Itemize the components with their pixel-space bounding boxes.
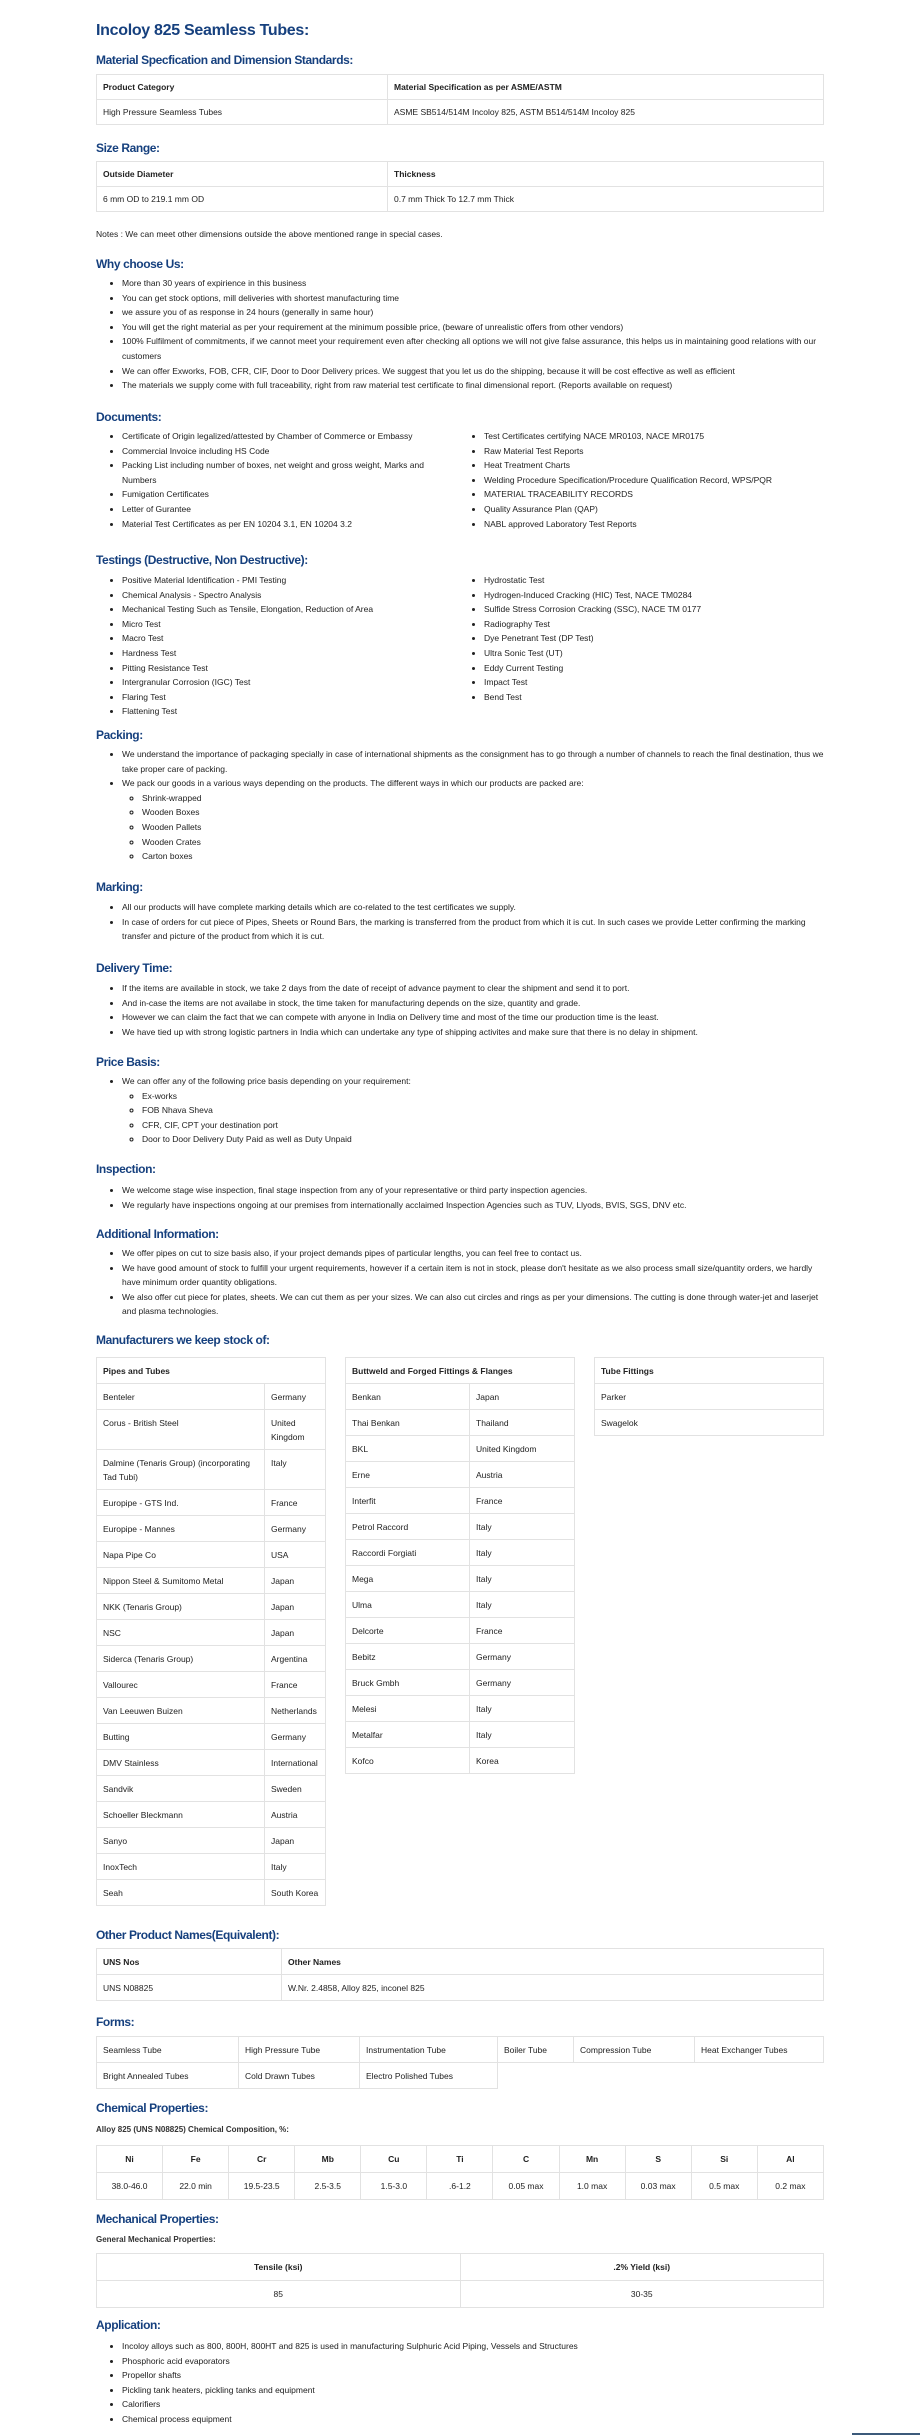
manufacturer-country: Germany [265, 1384, 326, 1410]
manufacturer-name: Kofco [346, 1748, 470, 1774]
table-row [97, 1568, 326, 1594]
list-item: • If the items are available in stock, we take 2 days from the date of receipt of advance payment to clear the shipment and send it to port. [122, 981, 824, 996]
manufacturer-name: Van Leeuwen Buizen [97, 1698, 265, 1724]
list-item: • Chemical Analysis - Spectro Analysis [122, 588, 458, 603]
table-row [97, 1646, 326, 1672]
table-row [346, 1488, 575, 1514]
element-value: 38.0-46.0 [97, 2173, 163, 2200]
manufacturer-name: Vallourec [97, 1672, 265, 1698]
inspection-list [96, 1183, 824, 1212]
table-header: Buttweld and Forged Fittings & Flanges [346, 1358, 575, 1384]
table-row [97, 1776, 326, 1802]
list-item: • We can offer Exworks, FOB, CFR, CIF, Door to Door Delivery prices. We suggest that you let us do the shipping, because it will be cost effective as well as efficient [122, 364, 824, 379]
testings-heading: Testings (Destructive, Non Destructive): [96, 553, 308, 567]
pipes-tubes-rows [97, 1384, 326, 1906]
list-item [122, 1074, 824, 1147]
table-header: Tube Fittings [595, 1358, 824, 1384]
table-header: Pipes and Tubes [97, 1358, 326, 1384]
list-item: • we assure you of as response in 24 hours (generally in same hour) [122, 305, 824, 320]
other-names-table [96, 1948, 824, 2001]
list-item-text: We pack our goods in a various ways depending on the products. The different ways in which our products are packed are: [122, 778, 584, 789]
manufacturer-country: Japan [265, 1828, 326, 1854]
list-item: • Calorifiers [122, 2397, 824, 2412]
manufacturer-name: Siderca (Tenaris Group) [97, 1646, 265, 1672]
manufacturer-country: Japan [265, 1594, 326, 1620]
list-item: • Bend Test [484, 690, 824, 705]
table-row [97, 1828, 326, 1854]
list-item: • We regularly have inspections ongoing at our premises from internationally acclaimed Inspection Agencies such as TUV, Llyods, BVIS, SGS, DNV etc. [122, 1198, 824, 1213]
manufacturer-name: Delcorte [346, 1618, 470, 1644]
list-item: • We also offer cut piece for plates, sheets. We can cut them as per your sizes. We can also cut circles and rings as per your dimensions. The cutting is done through water-jet and laserjet and plasma technologies. [122, 1290, 824, 1319]
table-row [346, 1748, 575, 1774]
tube-fittings-table [594, 1357, 824, 1436]
element-header: Fe [163, 2146, 229, 2173]
element-value: 22.0 min [163, 2173, 229, 2200]
manufacturer-country: Italy [470, 1592, 575, 1618]
manufacturer-name: Europipe - Mannes [97, 1516, 265, 1542]
element-header: Ni [97, 2146, 163, 2173]
packing-list [96, 747, 824, 864]
list-item: • Hydrostatic Test [484, 573, 824, 588]
manufacturer-country: Italy [470, 1696, 575, 1722]
table-header: .2% Yield (ksi) [460, 2254, 824, 2281]
list-item [122, 776, 824, 864]
size-note: Notes : We can meet other dimensions outside the above mentioned range in special cases. [96, 229, 443, 239]
table-cell: Parker [595, 1384, 824, 1410]
why-choose-heading: Why choose Us: [96, 257, 184, 271]
list-item: • More than 30 years of expirience in this business [122, 276, 824, 291]
manufacturer-country: France [265, 1490, 326, 1516]
element-header: Cr [229, 2146, 295, 2173]
size-range-table [96, 161, 824, 212]
manufacturer-name: Sanyo [97, 1828, 265, 1854]
chemical-table [96, 2145, 824, 2200]
list-item: • Intergranular Corrosion (IGC) Test [122, 675, 458, 690]
forms-table [96, 2036, 824, 2089]
marking-heading: Marking: [96, 880, 143, 894]
additional-info-list [96, 1246, 824, 1319]
manufacturer-name: InoxTech [97, 1854, 265, 1880]
table-cell: 30-35 [460, 2281, 824, 2308]
manufacturer-country: Japan [265, 1568, 326, 1594]
list-item: • MATERIAL TRACEABILITY RECORDS [484, 487, 824, 502]
manufacturer-name: Seah [97, 1880, 265, 1906]
element-value: .6-1.2 [427, 2173, 493, 2200]
element-header: S [625, 2146, 691, 2173]
list-item: • Sulfide Stress Corrosion Cracking (SSC), NACE TM 0177 [484, 602, 824, 617]
element-value: 0.2 max [757, 2173, 823, 2200]
packing-heading: Packing: [96, 728, 143, 742]
table-row [97, 1384, 326, 1410]
table-header: Material Specification as per ASME/ASTM [388, 75, 824, 100]
element-value: 2.5-3.5 [295, 2173, 361, 2200]
pipes-tubes-table [96, 1357, 326, 1906]
manufacturer-name: Sandvik [97, 1776, 265, 1802]
table-row [97, 1802, 326, 1828]
list-item: • Phosphoric acid evaporators [122, 2354, 824, 2369]
element-header: Cu [361, 2146, 427, 2173]
manufacturer-name: Ulma [346, 1592, 470, 1618]
list-item: • Packing List including number of boxes, net weight and gross weight, Marks and Numbers [122, 458, 458, 487]
manufacturer-country: Japan [470, 1384, 575, 1410]
table-row [97, 1542, 326, 1568]
manufacturer-name: Bruck Gmbh [346, 1670, 470, 1696]
table-header: UNS Nos [97, 1949, 282, 1975]
packing-sublist [122, 791, 824, 864]
manufacturer-country: France [265, 1672, 326, 1698]
list-item: • Pickling tank heaters, pickling tanks and equipment [122, 2383, 824, 2398]
table-row [97, 1698, 326, 1724]
table-row [346, 1670, 575, 1696]
list-item: • We have tied up with strong logistic partners in India which can undertake any type of shipping activites and make sure that there is no delay in shipment. [122, 1025, 824, 1040]
manufacturer-country: Germany [470, 1670, 575, 1696]
other-names-heading: Other Product Names(Equivalent): [96, 1928, 280, 1942]
manufacturer-country: Sweden [265, 1776, 326, 1802]
manufacturer-country: South Korea [265, 1880, 326, 1906]
list-item: • We welcome stage wise inspection, final stage inspection from any of your representative or third party inspection agencies. [122, 1183, 824, 1198]
list-item: • Radiography Test [484, 617, 824, 632]
manufacturer-name: Napa Pipe Co [97, 1542, 265, 1568]
table-row [346, 1540, 575, 1566]
list-item: • We have good amount of stock to fulfill your urgent requirements, however if a certain item is not in stock, please don't hesitate as we also process small size/quantity orders, we hardly have minimum order quantity obligations. [122, 1261, 824, 1290]
list-item: • However we can claim the fact that we can compete with anyone in India on Delivery time and most of the time our production time is the least. [122, 1010, 824, 1025]
manufacturer-country: Argentina [265, 1646, 326, 1672]
sub-list-item: ◦ Shrink-wrapped [142, 791, 824, 806]
list-item: • Quality Assurance Plan (QAP) [484, 502, 824, 517]
list-item: • Letter of Gurantee [122, 502, 458, 517]
sub-list-item: ◦ Wooden Pallets [142, 820, 824, 835]
list-item: • Micro Test [122, 617, 458, 632]
element-value: 19.5-23.5 [229, 2173, 295, 2200]
manufacturer-name: Nippon Steel & Sumitomo Metal [97, 1568, 265, 1594]
list-item: • We understand the importance of packaging specially in case of international shipments as the consignment has to go through a number of channels to reach the final destination, thus we take proper care of packing. [122, 747, 824, 776]
element-value: 0.03 max [625, 2173, 691, 2200]
mechanical-heading: Mechanical Properties: [96, 2212, 219, 2226]
manufacturer-country: Germany [470, 1644, 575, 1670]
documents-list-right [458, 429, 824, 531]
documents-heading: Documents: [96, 410, 162, 424]
table-cell: W.Nr. 2.4858, Alloy 825, inconel 825 [282, 1975, 824, 2001]
table-row [346, 1514, 575, 1540]
table-row [97, 1724, 326, 1750]
manufacturer-country: United Kingdom [470, 1436, 575, 1462]
manufacturer-name: Corus - British Steel [97, 1410, 265, 1450]
table-row [97, 1594, 326, 1620]
sub-list-item: ◦ Door to Door Delivery Duty Paid as well as Duty Unpaid [142, 1132, 824, 1147]
price-basis-list [96, 1074, 824, 1147]
table-row [97, 1880, 326, 1906]
table-row [97, 1516, 326, 1542]
table-row [97, 1854, 326, 1880]
table-row [97, 1450, 326, 1490]
inspection-heading: Inspection: [96, 1162, 156, 1176]
table-row [97, 1750, 326, 1776]
table-row [97, 1620, 326, 1646]
table-row [346, 1644, 575, 1670]
list-item: • Welding Procedure Specification/Procedure Qualification Record, WPS/PQR [484, 473, 824, 488]
form-cell: Seamless Tube [97, 2037, 239, 2063]
manufacturer-name: BKL [346, 1436, 470, 1462]
list-item: • Incoloy alloys such as 800, 800H, 800HT and 825 is used in manufacturing Sulphuric Acid Piping, Vessels and Structures [122, 2339, 824, 2354]
testings-list-right [458, 573, 824, 719]
list-item: • Impact Test [484, 675, 824, 690]
list-item: • Test Certificates certifying NACE MR0103, NACE MR0175 [484, 429, 824, 444]
manufacturer-country: Austria [265, 1802, 326, 1828]
table-cell: 0.7 mm Thick To 12.7 mm Thick [388, 187, 824, 212]
sub-list-item: ◦ FOB Nhava Sheva [142, 1103, 824, 1118]
manufacturer-name: Melesi [346, 1696, 470, 1722]
element-header: Si [691, 2146, 757, 2173]
manufacturer-name: Interfit [346, 1488, 470, 1514]
table-row [346, 1592, 575, 1618]
element-value: 0.05 max [493, 2173, 559, 2200]
manufacturer-name: Metalfar [346, 1722, 470, 1748]
fittings-flanges-rows [346, 1384, 575, 1774]
table-row [346, 1722, 575, 1748]
application-heading: Application: [96, 2318, 161, 2332]
list-item: • We offer pipes on cut to size basis also, if your project demands pipes of particular lengths, you can feel free to contact us. [122, 1246, 824, 1261]
element-header: Al [757, 2146, 823, 2173]
page-title: Incoloy 825 Seamless Tubes: [96, 22, 310, 39]
table-header: Product Category [97, 75, 388, 100]
manufacturer-name: NKK (Tenaris Group) [97, 1594, 265, 1620]
manufacturer-name: Benteler [97, 1384, 265, 1410]
list-item: • You can get stock options, mill deliveries with shortest manufacturing time [122, 291, 824, 306]
list-item: • Raw Material Test Reports [484, 444, 824, 459]
table-row [346, 1436, 575, 1462]
manufacturer-country: Netherlands [265, 1698, 326, 1724]
list-item: • Mechanical Testing Such as Tensile, Elongation, Reduction of Area [122, 602, 458, 617]
form-cell-empty [695, 2063, 824, 2089]
list-item: • All our products will have complete marking details which are co-related to the test certificates we supply. [122, 900, 824, 915]
list-item: • Chemical process equipment [122, 2412, 824, 2427]
manufacturers-heading: Manufacturers we keep stock of: [96, 1333, 270, 1347]
table-row [346, 1384, 575, 1410]
manufacturer-country: Italy [265, 1854, 326, 1880]
mechanical-table [96, 2253, 824, 2308]
list-item: • NABL approved Laboratory Test Reports [484, 517, 824, 532]
sub-list-item: ◦ CFR, CIF, CPT your destination port [142, 1118, 824, 1133]
form-cell: Electro Polished Tubes [360, 2063, 498, 2089]
why-choose-list [96, 276, 824, 393]
manufacturer-country: International [265, 1750, 326, 1776]
table-row [346, 1462, 575, 1488]
manufacturer-name: Europipe - GTS Ind. [97, 1490, 265, 1516]
table-cell: 6 mm OD to 219.1 mm OD [97, 187, 388, 212]
list-item: • Material Test Certificates as per EN 10204 3.1, EN 10204 3.2 [122, 517, 458, 532]
form-cell: Compression Tube [574, 2037, 695, 2063]
sub-list-item: ◦ Wooden Boxes [142, 805, 824, 820]
manufacturer-country: Germany [265, 1724, 326, 1750]
table-header: Thickness [388, 162, 824, 187]
table-row [346, 1618, 575, 1644]
list-item: • Hydrogen-Induced Cracking (HIC) Test, NACE TM0284 [484, 588, 824, 603]
list-item: • In case of orders for cut piece of Pipes, Sheets or Round Bars, the marking is transferred from the product from which it is cut. In such cases we provide Letter confirming the marking transfer and picture of the product from which it is cut. [122, 915, 824, 944]
additional-info-heading: Additional Information: [96, 1227, 219, 1241]
list-item: • Propellor shafts [122, 2368, 824, 2383]
table-cell: UNS N08825 [97, 1975, 282, 2001]
sub-list-item: ◦ Ex-works [142, 1089, 824, 1104]
manufacturer-name: Bebitz [346, 1644, 470, 1670]
sub-list-item: ◦ Wooden Crates [142, 835, 824, 850]
testings-columns [96, 573, 824, 719]
table-cell: 85 [97, 2281, 461, 2308]
manufacturer-name: Mega [346, 1566, 470, 1592]
manufacturer-country: Austria [470, 1462, 575, 1488]
manufacturer-country: Italy [265, 1450, 326, 1490]
list-item: • You will get the right material as per your requirement at the minimum possible price, (beware of unrealistic offers from other vendors) [122, 320, 824, 335]
manufacturer-country: Germany [265, 1516, 326, 1542]
form-cell: Boiler Tube [498, 2037, 574, 2063]
list-item: • And in-case the items are not availabe in stock, the time taken for manufacturing depends on the size, quantity and grade. [122, 996, 824, 1011]
form-cell-empty [574, 2063, 695, 2089]
manufacturer-country: Italy [470, 1566, 575, 1592]
chemical-subtitle: Alloy 825 (UNS N08825) Chemical Composition, %: [96, 2125, 289, 2134]
material-spec-heading: Material Specfication and Dimension Standards: [96, 53, 353, 67]
manufacturer-name: NSC [97, 1620, 265, 1646]
price-basis-heading: Price Basis: [96, 1055, 160, 1069]
manufacturer-name: Schoeller Bleckmann [97, 1802, 265, 1828]
price-basis-sublist [122, 1089, 824, 1147]
table-row [97, 1490, 326, 1516]
material-spec-table [96, 74, 824, 125]
chemical-heading: Chemical Properties: [96, 2101, 209, 2115]
table-cell: Swagelok [595, 1410, 824, 1436]
manufacturer-country: Italy [470, 1540, 575, 1566]
list-item: • The materials we supply come with full traceability, right from raw material test certificate to final dimensional report. (Reports available on request) [122, 378, 824, 393]
list-item: • Ultra Sonic Test (UT) [484, 646, 824, 661]
form-cell: Heat Exchanger Tubes [695, 2037, 824, 2063]
manufacturer-country: France [470, 1618, 575, 1644]
manufacturer-name: Raccordi Forgiati [346, 1540, 470, 1566]
form-cell: Bright Annealed Tubes [97, 2063, 239, 2089]
element-value: 1.0 max [559, 2173, 625, 2200]
manufacturer-name: Erne [346, 1462, 470, 1488]
list-item: • Eddy Current Testing [484, 661, 824, 676]
table-header: Outside Diameter [97, 162, 388, 187]
manufacturer-name: Butting [97, 1724, 265, 1750]
size-range-heading: Size Range: [96, 141, 160, 155]
manufacturer-country: Italy [470, 1722, 575, 1748]
list-item: • Hardness Test [122, 646, 458, 661]
table-cell: ASME SB514/514M Incoloy 825, ASTM B514/514M Incoloy 825 [388, 100, 824, 125]
form-cell: Instrumentation Tube [360, 2037, 498, 2063]
list-item: • Heat Treatment Charts [484, 458, 824, 473]
manufacturer-country: France [470, 1488, 575, 1514]
manufacturer-name: Dalmine (Tenaris Group) (incorporating Tad Tubi) [97, 1450, 265, 1490]
manufacturer-name: DMV Stainless [97, 1750, 265, 1776]
element-header: Ti [427, 2146, 493, 2173]
table-header: Tensile (ksi) [97, 2254, 461, 2281]
list-item: • Dye Penetrant Test (DP Test) [484, 631, 824, 646]
list-item-text: We can offer any of the following price basis depending on your requirement: [122, 1076, 411, 1086]
marking-list [96, 900, 824, 944]
element-value: 0.5 max [691, 2173, 757, 2200]
fittings-flanges-table [345, 1357, 575, 1774]
form-cell: Cold Drawn Tubes [239, 2063, 360, 2089]
forms-heading: Forms: [96, 2015, 135, 2029]
manufacturer-country: Italy [470, 1514, 575, 1540]
delivery-list [96, 981, 824, 1039]
manufacturer-country: Korea [470, 1748, 575, 1774]
table-row [346, 1410, 575, 1436]
list-item: • Positive Material Identification - PMI Testing [122, 573, 458, 588]
list-item: • Flaring Test [122, 690, 458, 705]
manufacturer-name: Petrol Raccord [346, 1514, 470, 1540]
list-item: • Fumigation Certificates [122, 487, 458, 502]
list-item: • Commercial Invoice including HS Code [122, 444, 458, 459]
form-cell-empty [498, 2063, 574, 2089]
list-item: • Certificate of Origin legalized/attested by Chamber of Commerce or Embassy [122, 429, 458, 444]
element-header: Mn [559, 2146, 625, 2173]
list-item: • Flattening Test [122, 704, 458, 719]
documents-list-left [96, 429, 458, 531]
sub-list-item: ◦ Carton boxes [142, 849, 824, 864]
table-row [346, 1566, 575, 1592]
application-list [96, 2339, 824, 2427]
element-header: Mb [295, 2146, 361, 2173]
documents-columns [96, 429, 824, 531]
list-item: • Pitting Resistance Test [122, 661, 458, 676]
list-item: • 100% Fulfilment of commitments, if we cannot meet your requirement even after checking all options we will not give false assurance, this helps us in maintaining good relations with our customers [122, 334, 824, 363]
manufacturer-country: USA [265, 1542, 326, 1568]
manufacturer-name: Thai Benkan [346, 1410, 470, 1436]
manufacturer-country: Thailand [470, 1410, 575, 1436]
table-row [346, 1696, 575, 1722]
list-item: • Macro Test [122, 631, 458, 646]
manufacturer-country: United Kingdom [265, 1410, 326, 1450]
form-cell: High Pressure Tube [239, 2037, 360, 2063]
testings-list-left [96, 573, 458, 719]
element-value: 1.5-3.0 [361, 2173, 427, 2200]
manufacturer-country: Japan [265, 1620, 326, 1646]
table-row [97, 1672, 326, 1698]
manufacturer-name: Benkan [346, 1384, 470, 1410]
element-header: C [493, 2146, 559, 2173]
mechanical-subtitle: General Mechanical Properties: [96, 2235, 216, 2244]
table-row [97, 1410, 326, 1450]
table-header: Other Names [282, 1949, 824, 1975]
table-cell: High Pressure Seamless Tubes [97, 100, 388, 125]
delivery-heading: Delivery Time: [96, 961, 173, 975]
